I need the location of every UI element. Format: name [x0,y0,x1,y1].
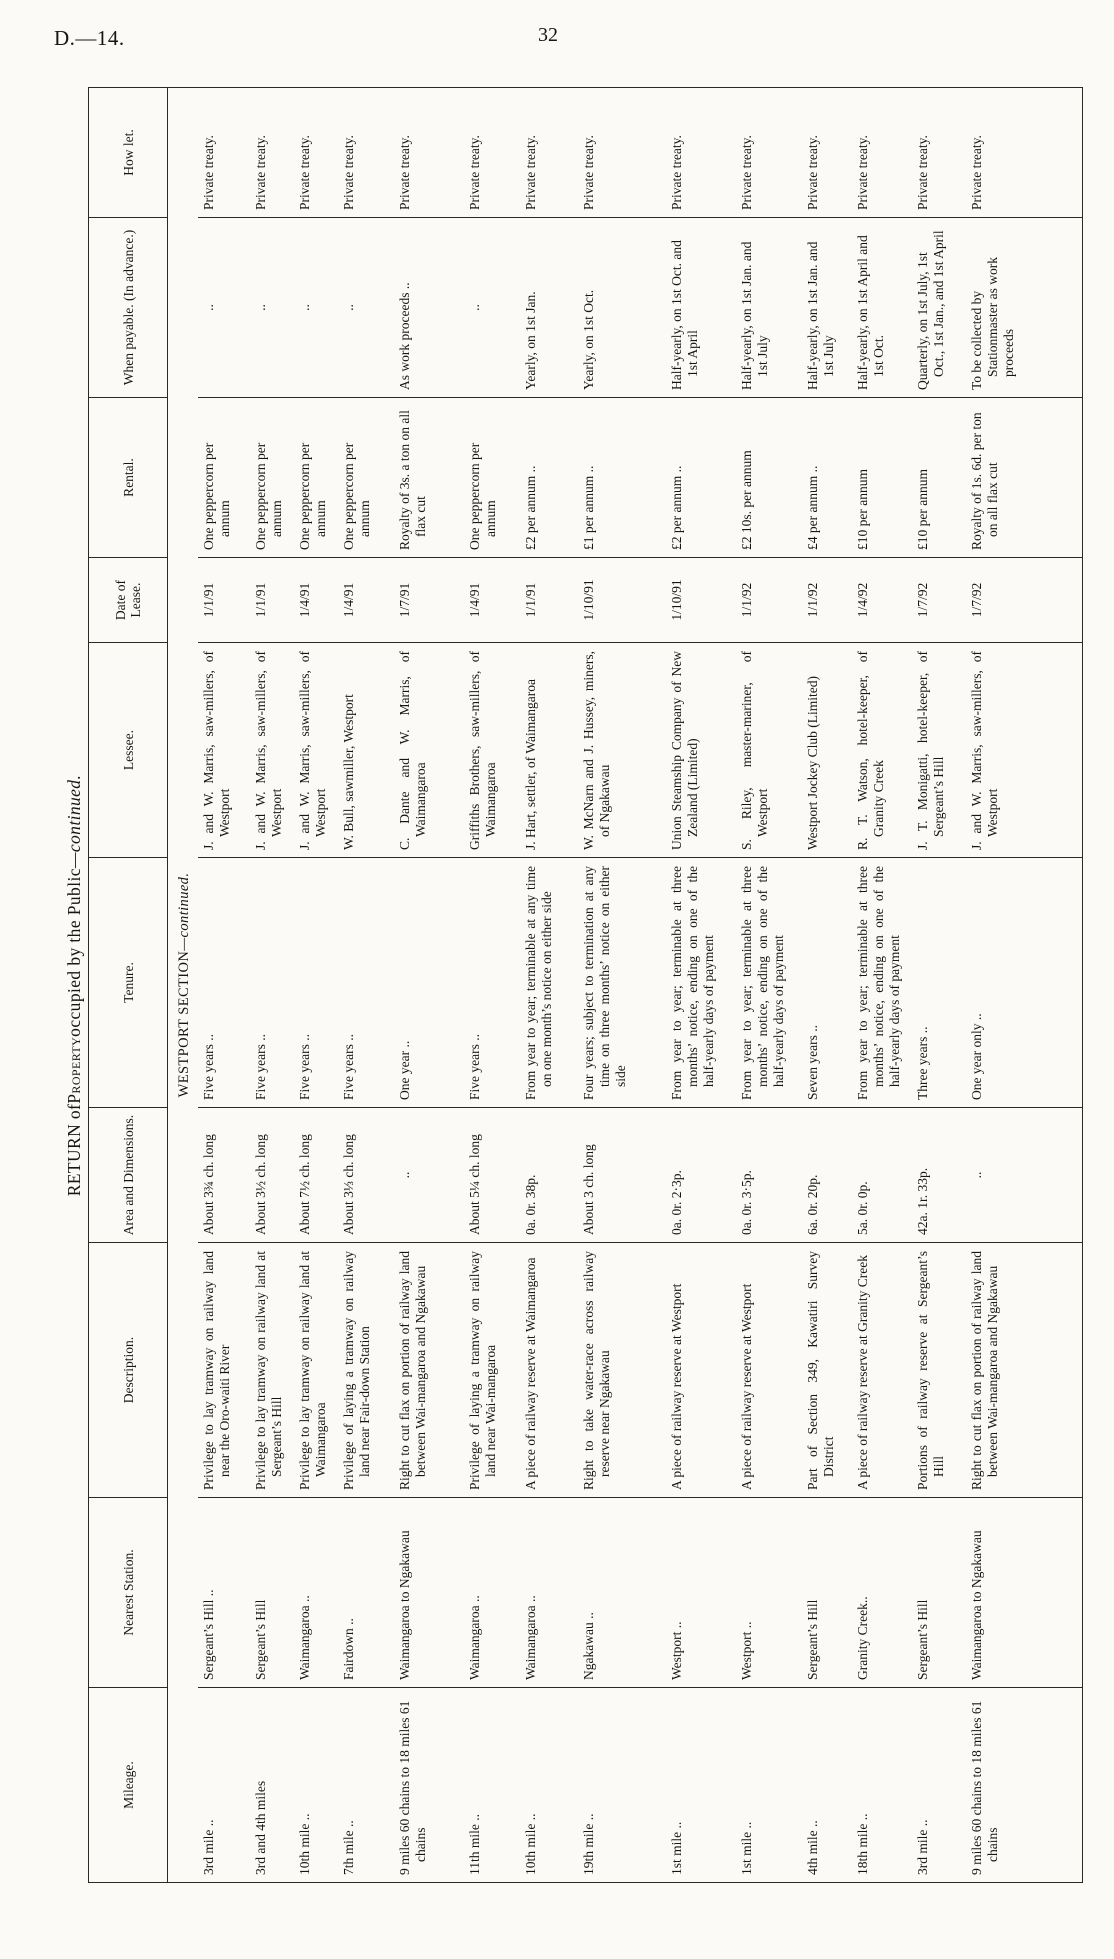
cell-rental: One peppercorn per annum [464,398,520,558]
cell-when-payable: Half-yearly, on 1st April and 1st Oct. [852,218,912,398]
cell-date-of-lease: 1/10/91 [578,558,666,643]
cell-nearest-station: Westport .. [736,1498,802,1688]
col-header-how-let: How let. [89,88,168,218]
table-row [520,88,578,1883]
cell-rental: One peppercorn per annum [338,398,394,558]
cell-tenure: Seven years .. [802,858,852,1108]
table-row [912,88,966,1883]
cell-nearest-station: Ngakawau .. [578,1498,666,1688]
document-reference: D.—14. [54,26,125,50]
cell-how-let: Private treaty. [464,88,520,218]
table-row [198,88,250,1883]
cell-when-payable: .. [198,218,250,398]
cell-area-dimensions: .. [966,1108,1026,1243]
cell-nearest-station: Waimangaroa .. [464,1498,520,1688]
cell-lessee: J. and W. Marris, saw-millers, of Westport [966,643,1026,858]
cell-tenure: From year to year; terminable at three months’ notice, ending on one of the half-yearly days of payment [736,858,802,1108]
table-row [578,88,666,1883]
cell-date-of-lease: 1/7/92 [966,558,1026,643]
cell-date-of-lease: 1/4/92 [852,558,912,643]
cell-mileage: 1st mile .. [666,1688,736,1883]
cell-date-of-lease: 1/4/91 [464,558,520,643]
cell-mileage: 9 miles 60 chains to 18 miles 61 chains [966,1688,1026,1883]
table-row [852,88,912,1883]
cell-when-payable: Half-yearly, on 1st Jan. and 1st July [802,218,852,398]
table-row [464,88,520,1883]
cell-nearest-station: Sergeant’s Hill [912,1498,966,1688]
cell-nearest-station: Fairdown .. [338,1498,394,1688]
cell-description: A piece of railway reserve at Waimangaroa [520,1243,578,1498]
cell-date-of-lease: 1/10/91 [666,558,736,643]
cell-tenure: From year to year; terminable at any time on one month’s notice on either side [520,858,578,1108]
cell-lessee: W. Bull, sawmiller, Westport [338,643,394,858]
table-row [394,88,464,1883]
cell-area-dimensions: 0a. 0r. 38p. [520,1108,578,1243]
cell-rental: £1 per annum .. [578,398,666,558]
filler-cell [1026,643,1083,858]
cell-tenure: Five years .. [250,858,294,1108]
cell-area-dimensions: About 7½ ch. long [294,1108,338,1243]
section-heading-row [168,88,199,1883]
title-smallcaps: Property [64,1036,84,1104]
filler-cell [1026,398,1083,558]
cell-tenure: Five years .. [198,858,250,1108]
cell-how-let: Private treaty. [198,88,250,218]
cell-description: Privilege of laying a tramway on railway land near Fair-down Station [338,1243,394,1498]
cell-when-payable: Half-yearly, on 1st Oct. and 1st April [666,218,736,398]
cell-when-payable: Yearly, on 1st Jan. [520,218,578,398]
cell-description: Privilege to lay tramway on railway land at Waimangaroa [294,1243,338,1498]
cell-area-dimensions: About 3⅓ ch. long [338,1108,394,1243]
cell-nearest-station: Waimangaroa to Ngakawau [966,1498,1026,1688]
cell-date-of-lease: 1/4/91 [338,558,394,643]
cell-mileage: 18th mile .. [852,1688,912,1883]
cell-lessee: J. T. Monigatti, hotel-keeper, of Sergeant’s Hill [912,643,966,858]
cell-area-dimensions: About 3¾ ch. long [198,1108,250,1243]
cell-lessee: J. and W. Marris, saw-millers, of Westport [198,643,250,858]
cell-description: Right to cut flax on portion of railway land between Wai-mangaroa and Ngakawau [394,1243,464,1498]
table-row [802,88,852,1883]
cell-tenure: One year only .. [966,858,1026,1108]
cell-mileage: 4th mile .. [802,1688,852,1883]
cell-mileage: 3rd and 4th miles [250,1688,294,1883]
cell-rental: £4 per annum .. [802,398,852,558]
col-header-rental: Rental. [89,398,168,558]
col-header-lessee: Lessee. [89,643,168,858]
title-text: RETURN of [64,1103,84,1197]
cell-when-payable: .. [464,218,520,398]
cell-mileage: 10th mile .. [294,1688,338,1883]
cell-nearest-station: Sergeant’s Hill .. [198,1498,250,1688]
cell-rental: Royalty of 1s. 6d. per ton on all flax cut [966,398,1026,558]
cell-mileage: 3rd mile .. [198,1688,250,1883]
cell-area-dimensions: 42a. 1r. 33p. [912,1108,966,1243]
cell-tenure: From year to year; terminable at three months’ notice, ending on one of the half-yearly days of payment [666,858,736,1108]
title-text-2: occupied by the Public [64,868,84,1037]
cell-tenure: Four years; subject to termination at any time on three months’ notice on either side [578,858,666,1108]
cell-mileage: 1st mile .. [736,1688,802,1883]
cell-date-of-lease: 1/4/91 [294,558,338,643]
table-row [250,88,294,1883]
cell-area-dimensions: 5a. 0r. 0p. [852,1108,912,1243]
cell-area-dimensions: About 3 ch. long [578,1108,666,1243]
filler-row [1026,88,1083,1883]
filler-cell [1026,558,1083,643]
col-header-description: Description. [89,1243,168,1498]
cell-nearest-station: Waimangaroa to Ngakawau [394,1498,464,1688]
cell-when-payable: As work proceeds .. [394,218,464,398]
section-heading-continued: —continued. [176,872,192,951]
cell-nearest-station: Waimangaroa .. [294,1498,338,1688]
cell-description: A piece of railway reserve at Westport [666,1243,736,1498]
cell-how-let: Private treaty. [250,88,294,218]
cell-when-payable: To be collected by Stationmaster as work proceeds [966,218,1026,398]
cell-mileage: 3rd mile .. [912,1688,966,1883]
filler-cell [1026,1243,1083,1498]
cell-how-let: Private treaty. [666,88,736,218]
cell-rental: One peppercorn per annum [198,398,250,558]
cell-lessee: J. and W. Marris, saw-millers, of Westport [294,643,338,858]
cell-when-payable: Half-yearly, on 1st Jan. and 1st July [736,218,802,398]
table-row [966,88,1026,1883]
cell-lessee: C. Dante and W. Marris, of Waimangaroa [394,643,464,858]
title-continued: —continued. [64,774,84,869]
col-header-date-of-lease: Date of Lease. [89,558,168,643]
cell-nearest-station: Sergeant’s Hill [802,1498,852,1688]
cell-area-dimensions: About 5¼ ch. long [464,1108,520,1243]
cell-area-dimensions: 0a. 0r. 2·3p. [666,1108,736,1243]
cell-area-dimensions: About 3½ ch. long [250,1108,294,1243]
section-heading [168,88,199,1883]
cell-description: Privilege of laying a tramway on railway land near Wai-mangaroa [464,1243,520,1498]
cell-description: Right to cut flax on portion of railway land between Wai-mangaroa and Ngakawau [966,1243,1026,1498]
cell-nearest-station: Westport .. [666,1498,736,1688]
cell-rental: £2 per annum .. [666,398,736,558]
cell-when-payable: .. [338,218,394,398]
cell-tenure: Five years .. [338,858,394,1108]
cell-rental: £10 per annum [852,398,912,558]
cell-when-payable: .. [250,218,294,398]
cell-how-let: Private treaty. [294,88,338,218]
cell-nearest-station: Waimangaroa .. [520,1498,578,1688]
cell-rental: One peppercorn per annum [250,398,294,558]
cell-how-let: Private treaty. [338,88,394,218]
cell-date-of-lease: 1/1/91 [198,558,250,643]
cell-rental: One peppercorn per annum [294,398,338,558]
cell-nearest-station: Granity Creek.. [852,1498,912,1688]
cell-description: Right to take water-race across railway reserve near Ngakawau [578,1243,666,1498]
filler-cell [1026,1688,1083,1883]
cell-area-dimensions: .. [394,1108,464,1243]
cell-area-dimensions: 0a. 0r. 3·5p. [736,1108,802,1243]
cell-mileage: 19th mile .. [578,1688,666,1883]
cell-rental: £2 per annum .. [520,398,578,558]
cell-how-let: Private treaty. [802,88,852,218]
cell-area-dimensions: 6a. 0r. 20p. [802,1108,852,1243]
col-header-area-dimensions: Area and Dimensions. [89,1108,168,1243]
cell-lessee: J. Hart, settler, of Waimangaroa [520,643,578,858]
cell-how-let: Private treaty. [394,88,464,218]
cell-date-of-lease: 1/1/91 [520,558,578,643]
cell-lessee: Griffiths Brothers, saw-millers, of Waimangaroa [464,643,520,858]
cell-tenure: Three years .. [912,858,966,1108]
cell-mileage: 10th mile .. [520,1688,578,1883]
header-row [89,88,168,1883]
table-row [666,88,736,1883]
table-row [294,88,338,1883]
filler-cell [1026,218,1083,398]
filler-cell [1026,1108,1083,1243]
cell-description: Part of Section 349, Kawatiri Survey District [802,1243,852,1498]
cell-how-let: Private treaty. [736,88,802,218]
table-title [55,88,88,1883]
rotated-table-sheet [55,88,1085,1883]
table-row [736,88,802,1883]
cell-lessee: W. McNarn and J. Hussey, miners, of Ngakawau [578,643,666,858]
cell-how-let: Private treaty. [520,88,578,218]
cell-rental: £2 10s. per annum [736,398,802,558]
section-heading-main: WESTPORT SECTION [176,950,192,1098]
cell-description: A piece of railway reserve at Westport [736,1243,802,1498]
cell-how-let: Private treaty. [852,88,912,218]
cell-how-let: Private treaty. [912,88,966,218]
cell-lessee: S. Riley, master-mariner, of Westport [736,643,802,858]
col-header-tenure: Tenure. [89,858,168,1108]
cell-date-of-lease: 1/7/92 [912,558,966,643]
cell-when-payable: Yearly, on 1st Oct. [578,218,666,398]
cell-mileage: 7th mile .. [338,1688,394,1883]
cell-lessee: Union Steamship Company of New Zealand (Limited) [666,643,736,858]
cell-date-of-lease: 1/1/91 [250,558,294,643]
cell-rental: Royalty of 3s. a ton on all flax cut [394,398,464,558]
cell-lessee: R. T. Watson, hotel-keeper, of Granity Creek [852,643,912,858]
cell-tenure: From year to year; terminable at three months’ notice, ending on one of the half-yearly days of payment [852,858,912,1108]
cell-mileage: 9 miles 60 chains to 18 miles 61 chains [394,1688,464,1883]
cell-rental: £10 per annum [912,398,966,558]
cell-tenure: Five years .. [464,858,520,1108]
cell-tenure: Five years .. [294,858,338,1108]
page-number: 32 [538,24,558,46]
cell-when-payable: .. [294,218,338,398]
cell-date-of-lease: 1/1/92 [802,558,852,643]
cell-lessee: J. and W. Marris, saw-millers, of Westport [250,643,294,858]
cell-date-of-lease: 1/1/92 [736,558,802,643]
cell-nearest-station: Sergeant’s Hill [250,1498,294,1688]
col-header-when-payable: When payable. (In advance.) [89,218,168,398]
cell-description: Privilege to lay tramway on railway land at Sergeant’s Hill [250,1243,294,1498]
cell-description: Portions of railway reserve at Sergeant’s Hill [912,1243,966,1498]
cell-description: A piece of railway reserve at Granity Creek [852,1243,912,1498]
cell-date-of-lease: 1/7/91 [394,558,464,643]
col-header-nearest-station: Nearest Station. [89,1498,168,1688]
cell-when-payable: Quarterly, on 1st July, 1st Oct., 1st Jan., and 1st April [912,218,966,398]
cell-tenure: One year .. [394,858,464,1108]
cell-how-let: Private treaty. [966,88,1026,218]
filler-cell [1026,88,1083,218]
property-return-table [88,87,1083,1883]
cell-description: Privilege to lay tramway on railway land near the Oro-waiti River [198,1243,250,1498]
col-header-mileage: Mileage. [89,1688,168,1883]
cell-lessee: Westport Jockey Club (Limited) [802,643,852,858]
cell-mileage: 11th mile .. [464,1688,520,1883]
cell-how-let: Private treaty. [578,88,666,218]
filler-cell [1026,858,1083,1108]
filler-cell [1026,1498,1083,1688]
table-row [338,88,394,1883]
